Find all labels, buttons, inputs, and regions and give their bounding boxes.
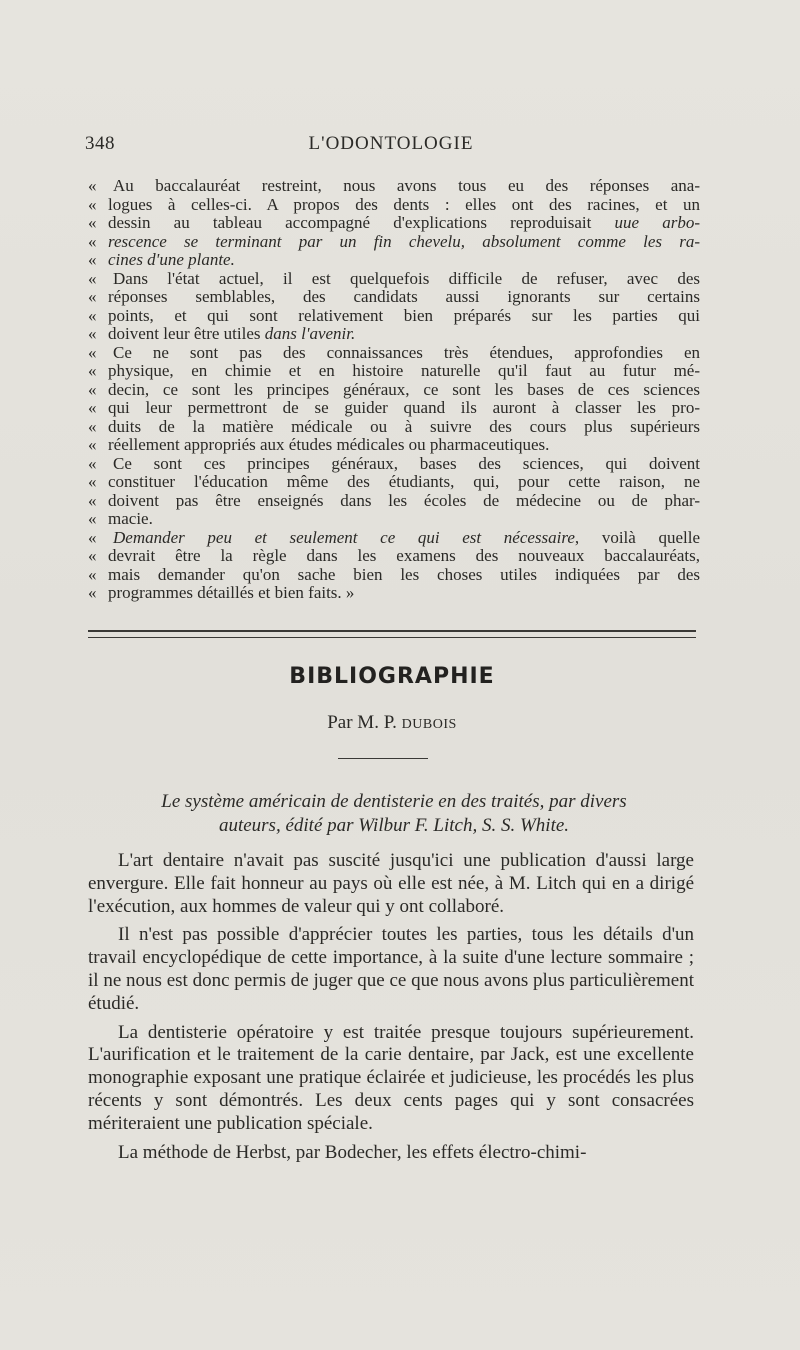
quote-line (88, 307, 700, 326)
quote-line-text: decin, ce sont les principes généraux, ce sont les bases de ces sciences (108, 379, 700, 399)
author-name: DUBOIS (401, 717, 457, 732)
quote-line-text: Au baccalauréat restreint, nous avons tous eu des réponses ana- (113, 176, 700, 195)
quote-line-text: constituer l'éducation même des étudiants, qui, pour cette raison, ne (108, 472, 700, 491)
quote-line-text: devrait être la règle dans les examens des nouveaux baccalauréats, (108, 546, 700, 565)
paragraph-4: La méthode de Herbst, par Bodecher, les effets électro-chimi- (118, 1141, 587, 1163)
quote-line-text: points, et qui sont relativement bien préparés sur les parties qui (108, 305, 700, 325)
quote-line (88, 196, 700, 215)
paragraph-3: La dentisterie opératoire y est traitée presque toujours supérieurement. L'aurification et le traitement de la carie dentaire, par Jack, est une excellente monographie exposant une pratique éclairée et judicieuse, les procédés les plus récents y sont démontrés. Les deux cents pages qui y sont consacrées mériteraient une publication spéciale. (88, 1021, 694, 1134)
quote-mark: « (88, 453, 97, 473)
book-title-line-2: auteurs, édité par Wilbur F. Litch, S. S. White. (218, 815, 570, 836)
italic-phrase: uue arbo- (614, 213, 701, 232)
quote-line (88, 436, 700, 455)
italic-phrase: Demander peu et seulement ce qui est nécessaire (113, 527, 575, 547)
running-title: L'ODONTOLOGIE (308, 133, 474, 154)
page-header (85, 133, 697, 157)
quote-line-text: duits de la matière médicale ou à suivre des cours plus supérieurs (108, 416, 700, 436)
quote-line-text: doivent pas être enseignés dans les écoles de médecine ou de phar- (108, 490, 700, 510)
quote-line (88, 473, 700, 492)
italic-phrase: cines d'une plante. (108, 250, 235, 269)
quote-line-text (108, 233, 700, 252)
quote-mark: « (88, 527, 97, 547)
quote-line-text: macie. (108, 509, 153, 528)
quote-mark: « (88, 268, 97, 288)
byline (88, 712, 696, 734)
quote-line (88, 251, 700, 270)
title-rule (338, 758, 428, 759)
byline-prefix: Par M. P. (327, 712, 402, 733)
italic-phrase: rescence se terminant par un fin chevelu, absolument comme les ra- (108, 231, 700, 251)
quote-mark: « (88, 546, 97, 565)
quote-line-text: Demander peu et seulement ce qui est nécessaire, voilà quelle (113, 527, 700, 547)
quote-line (88, 529, 700, 548)
quote-mark: « (88, 213, 97, 232)
quote-line-text: dessin au tableau accompagné d'explications reproduisait uue arbo- (108, 213, 701, 232)
quote-line-text: Dans l'état actuel, il est quelquefois difficile de refuser, avec des (113, 268, 700, 288)
quote-line-text: programmes détaillés et bien faits. » (108, 583, 355, 602)
quote-line (88, 418, 700, 437)
quote-line (88, 510, 700, 529)
quote-line-text: mais demander qu'on sache bien les choses utiles indiquées par des (108, 564, 700, 584)
quote-line (88, 584, 700, 603)
quote-mark: « (88, 435, 97, 454)
quote-mark: « (88, 231, 97, 251)
quote-mark: « (88, 287, 97, 306)
quote-mark: « (88, 324, 97, 343)
quote-line (88, 344, 700, 363)
quote-line (88, 233, 700, 252)
quote-line (88, 177, 700, 196)
quote-mark: « (88, 250, 97, 269)
quote-line-text: physique, en chimie et en histoire naturelle qu'il faut au futur mé- (108, 361, 700, 380)
quote-line (88, 325, 700, 344)
quote-line (88, 566, 700, 585)
paragraph-1: L'art dentaire n'avait pas suscité jusqu'ici une publication d'aussi large envergure. Elle fait honneur au pays où elle est née, à M. Litch qui en a dirigé l'exécution, aux hommes de valeur qui y ont collaboré. (88, 850, 694, 917)
quote-mark: « (88, 490, 97, 510)
page-number: 348 (85, 133, 115, 154)
book-title (88, 790, 700, 838)
quote-line-text: réellement appropriés aux études médicales ou pharmaceutiques. (108, 435, 550, 454)
quote-line (88, 381, 700, 400)
quote-line-text: Ce sont ces principes généraux, bases des sciences, qui doivent (113, 453, 700, 473)
quote-mark: « (88, 342, 97, 362)
quote-line-text: réponses semblables, des candidats aussi ignorants sur certains (108, 287, 700, 306)
paragraph-2: Il n'est pas possible d'apprécier toutes les parties, tous les détails d'un travail encyclopédique de cette importance, à la suite d'une lecture sommaire ; il ne nous est donc permis de juger que ce que nous avons plus particulièrement étudié. (88, 924, 694, 1014)
quote-mark: « (88, 564, 97, 584)
quote-mark: « (88, 583, 97, 602)
book-title-line-1: Le système américain de dentisterie en des traités, par divers (161, 791, 627, 812)
quote-mark: « (88, 361, 97, 380)
section-title: BIBLIOGRAPHIE (289, 664, 495, 689)
quote-line (88, 288, 700, 307)
quote-line (88, 492, 700, 511)
quote-mark: « (88, 472, 97, 491)
review-body (88, 850, 694, 1170)
quote-mark: « (88, 194, 97, 214)
quote-line (88, 399, 700, 418)
quote-line (88, 455, 700, 474)
quote-line (88, 270, 700, 289)
quoted-passage (88, 177, 700, 603)
quote-mark: « (88, 305, 97, 325)
quote-mark: « (88, 176, 97, 195)
quote-line-text (108, 251, 700, 270)
quote-mark: « (88, 379, 97, 399)
quote-line (88, 547, 700, 566)
quote-mark: « (88, 398, 97, 417)
quote-line-text: logues à celles-ci. A propos des dents : elles ont des racines, et un (108, 194, 700, 214)
quote-mark: « (88, 416, 97, 436)
quote-mark: « (88, 509, 97, 528)
quote-line-text: qui leur permettront de se guider quand ils auront à classer les pro- (108, 398, 700, 417)
quote-line-text: Ce ne sont pas des connaissances très étendues, approfondies en (113, 342, 700, 362)
section-divider (88, 630, 696, 638)
italic-phrase: dans l'avenir. (264, 324, 356, 343)
quote-line-text: doivent leur être utiles dans l'avenir. (108, 324, 356, 343)
quote-line (88, 214, 700, 233)
quote-line (88, 362, 700, 381)
